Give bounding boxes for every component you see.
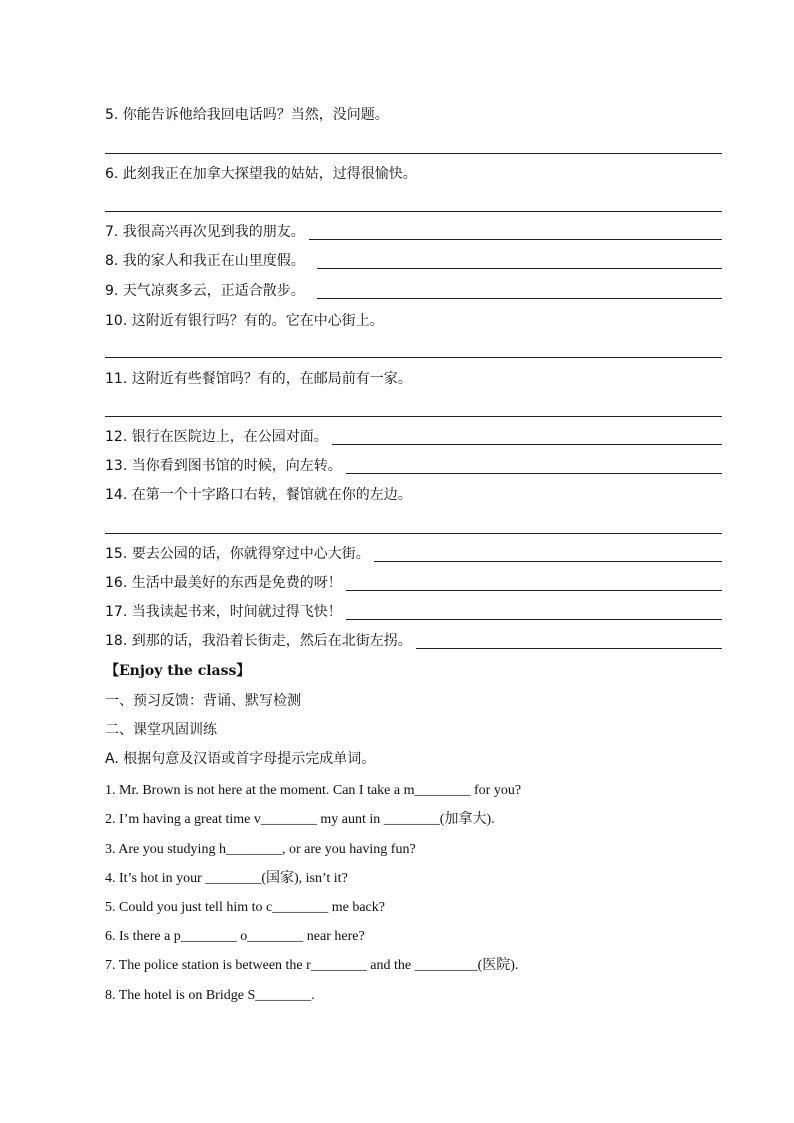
- answer-line-18[interactable]: [416, 634, 722, 649]
- translation-item-11: 11. 这附近有些餐馆吗？有的，在邮局前有一家。: [105, 371, 412, 387]
- translation-row-12: [105, 427, 722, 447]
- word-item-7: 7. The police station is between the r________ and the _________(医院).: [105, 958, 519, 973]
- translation-row-8: [105, 251, 722, 271]
- answer-line-12[interactable]: [332, 430, 722, 445]
- translation-row-18: [105, 631, 722, 651]
- answer-line-10[interactable]: [105, 357, 722, 358]
- answer-line-7[interactable]: [309, 225, 722, 240]
- translation-item-18: 18. 到那的话，我沿着长街走，然后在北街左拐。: [105, 633, 412, 649]
- word-item-8: 8. The hotel is on Bridge S________.: [105, 988, 315, 1003]
- translation-item-10: 10. 这附近有银行吗？有的。它在中心街上。: [105, 313, 384, 329]
- translation-item-16: 16. 生活中最美好的东西是免费的呀！: [105, 575, 342, 591]
- word-item-6: 6. Is there a p________ o________ near here?: [105, 929, 365, 944]
- answer-line-5[interactable]: [105, 153, 722, 154]
- answer-line-11[interactable]: [105, 416, 722, 417]
- translation-item-17: 17. 当我读起书来，时间就过得飞快！: [105, 604, 342, 620]
- translation-item-13: 13. 当你看到图书馆的时候，向左转。: [105, 458, 342, 474]
- translation-item-15: 15. 要去公园的话，你就得穿过中心大街。: [105, 546, 370, 562]
- heading-bracket-open: 【: [105, 663, 119, 679]
- translation-item-9: 9. 天气凉爽多云，正适合散步。: [105, 283, 305, 299]
- answer-line-6[interactable]: [105, 211, 722, 212]
- word-item-3: 3. Are you studying h________, or are you having fun?: [105, 842, 416, 857]
- word-item-1: 1. Mr. Brown is not here at the moment. Can I take a m________ for you?: [105, 783, 522, 798]
- part-two-label: 二、课堂巩固训练: [105, 722, 217, 738]
- translation-row-17: [105, 602, 722, 622]
- answer-line-13[interactable]: [346, 459, 722, 474]
- translation-row-16: [105, 573, 722, 593]
- heading-title: Enjoy the class: [119, 663, 237, 679]
- heading-bracket-close: 】: [236, 663, 251, 679]
- answer-line-9[interactable]: [317, 284, 722, 299]
- translation-row-13: [105, 456, 722, 476]
- section-heading: [105, 661, 250, 681]
- translation-item-6: 6. 此刻我正在加拿大探望我的姑姑，过得很愉快。: [105, 166, 417, 182]
- translation-item-12: 12. 银行在医院边上，在公园对面。: [105, 429, 328, 445]
- word-item-2: 2. I’m having a great time v________ my aunt in ________(加拿大).: [105, 812, 495, 827]
- translation-row-15: [105, 544, 722, 564]
- translation-item-7: 7. 我很高兴再次见到我的朋友。: [105, 224, 305, 240]
- answer-line-17[interactable]: [346, 605, 722, 620]
- answer-line-16[interactable]: [346, 576, 722, 591]
- part-one-label: 一、预习反馈：背诵、默写检测: [105, 693, 301, 709]
- word-item-4: 4. It’s hot in your ________(国家), isn’t it?: [105, 871, 348, 886]
- translation-item-8: 8. 我的家人和我正在山里度假。: [105, 253, 305, 269]
- part-a-instruction: A. 根据句意及汉语或首字母提示完成单词。: [105, 751, 376, 767]
- translation-row-7: [105, 222, 722, 242]
- answer-line-8[interactable]: [317, 254, 722, 269]
- answer-line-15[interactable]: [374, 547, 722, 562]
- translation-row-9: [105, 281, 722, 301]
- answer-line-14[interactable]: [105, 533, 722, 534]
- translation-item-5: 5. 你能告诉他给我回电话吗？当然，没问题。: [105, 107, 389, 123]
- translation-item-14: 14. 在第一个十字路口右转，餐馆就在你的左边。: [105, 487, 412, 503]
- word-item-5: 5. Could you just tell him to c________ me back?: [105, 900, 385, 915]
